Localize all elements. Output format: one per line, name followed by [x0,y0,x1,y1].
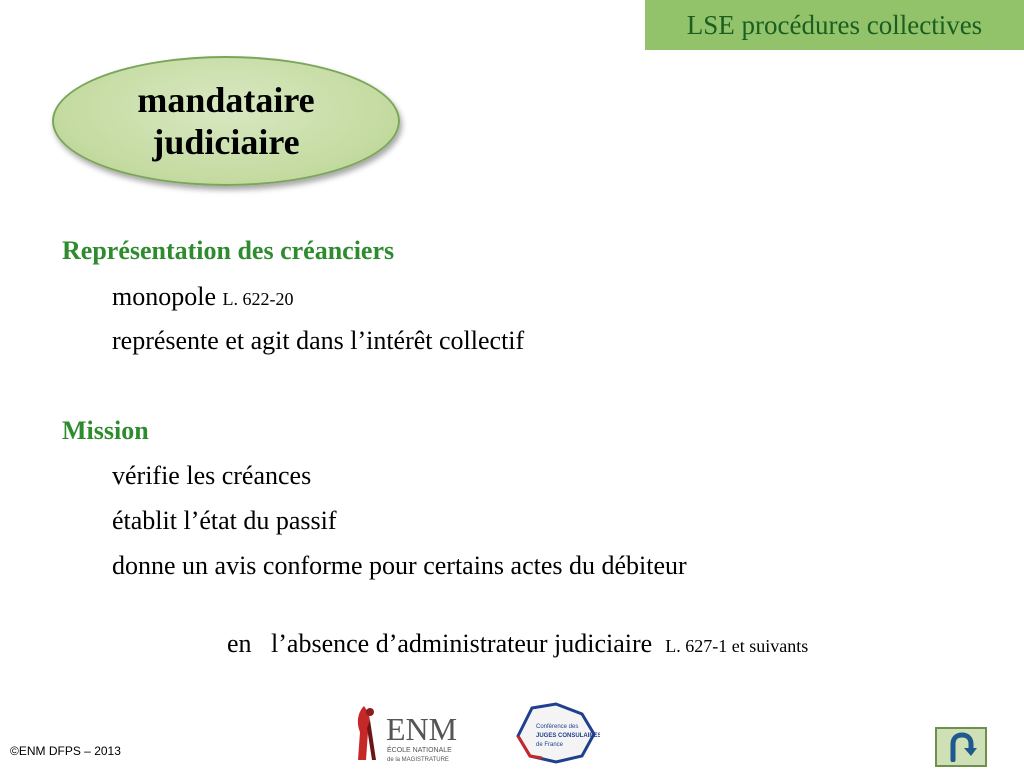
enm-logo-sub1: ÉCOLE NATIONALE [387,747,452,754]
enm-logo-graphic [350,702,465,766]
list-item-verifie: vérifie les créances [112,461,312,490]
legal-reference: L. 627-1 et suivants [665,636,809,656]
enm-logo-sub2: de la MAGISTRATURE [387,757,449,763]
section-heading-mission: Mission [62,416,149,445]
section-heading-representation: Représentation des créanciers [62,236,395,265]
cjc-logo-graphic [512,700,600,766]
list-item-text: en l’absence d’administrateur judiciaire [227,629,666,658]
return-button[interactable] [935,727,987,767]
title-line-1: mandataire [137,80,315,120]
enm-logo-name: ENM [386,711,458,747]
title-line-2: judiciaire [152,122,300,162]
slide-title [111,79,341,163]
cjc-logo [512,700,600,766]
cjc-logo-line1: Conférence des [536,724,579,730]
legal-reference: L. 622-20 [222,289,294,309]
title-oval [52,56,400,186]
list-item-etablit: établit l’état du passif [112,506,337,535]
enm-logo [350,702,465,766]
list-item-donne-avis: donne un avis conforme pour certains actes du débiteur [112,551,687,580]
cjc-logo-line3: de France [536,742,564,748]
cjc-logo-line2: JUGES CONSULAIRES [536,733,600,739]
return-arrow-icon [945,732,977,762]
copyright-text: ©ENM DFPS – 2013 [10,744,121,758]
list-item-text: monopole [112,282,223,311]
list-item-absence [214,596,808,662]
list-item-monopole [112,281,294,315]
list-item-represente: représente et agit dans l’intérêt collectif [112,326,525,355]
header-tag: LSE procédures collectives [645,0,1024,50]
